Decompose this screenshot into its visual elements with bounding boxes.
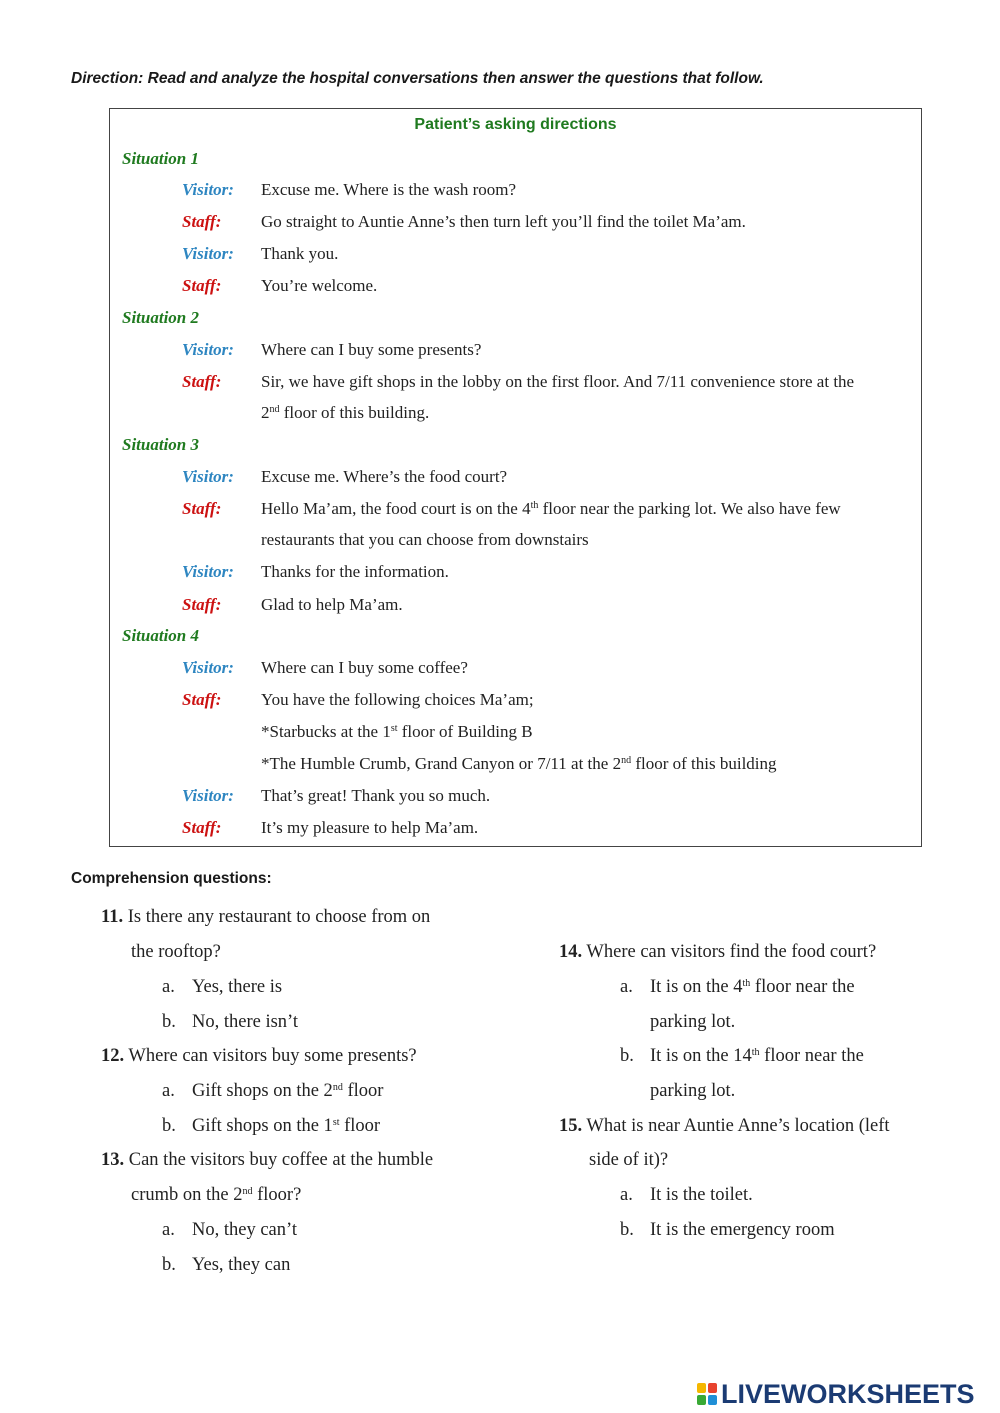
question-15-cont: side of it)? xyxy=(589,1150,669,1170)
situation-3-title: Situation 3 xyxy=(122,435,200,454)
speaker-label: Staff: xyxy=(182,276,222,295)
q13-option-b[interactable]: b. Yes, they can xyxy=(162,1255,291,1275)
question-15: 15. What is near Auntie Anne’s location (left xyxy=(559,1116,890,1136)
q14-option-a[interactable]: a. It is on the 4th floor near the xyxy=(620,977,855,997)
situation-1-title: Situation 1 xyxy=(122,149,200,168)
q14-option-a-cont: parking lot. xyxy=(650,1012,736,1032)
q15-option-a[interactable]: a. It is the toilet. xyxy=(620,1185,753,1205)
comprehension-title: Comprehension questions: xyxy=(71,870,272,887)
speaker-label: Staff: xyxy=(182,212,222,231)
speaker-label: Staff: xyxy=(182,499,222,518)
box-title: Patient’s asking directions xyxy=(414,116,617,133)
direction-text: Direction: Read and analyze the hospital conversations then answer the questions that follow. xyxy=(71,70,764,87)
dialogue-line: You’re welcome. xyxy=(261,276,378,295)
speaker-label: Visitor: xyxy=(182,340,234,359)
q14-option-b-cont: parking lot. xyxy=(650,1081,736,1101)
dialogue-line: Hello Ma’am, the food court is on the 4th floor near the parking lot. We also have few xyxy=(261,499,841,518)
dialogue-line: Thank you. xyxy=(261,244,339,263)
question-11: 11. Is there any restaurant to choose from on xyxy=(101,907,431,927)
q12-option-b[interactable]: b. Gift shops on the 1st floor xyxy=(162,1116,381,1136)
dialogue-line: Thanks for the information. xyxy=(261,562,449,581)
conversation-box xyxy=(109,108,922,847)
dialogue-line: Glad to help Ma’am. xyxy=(261,595,403,614)
speaker-label: Visitor: xyxy=(182,244,234,263)
speaker-label: Staff: xyxy=(182,690,222,709)
q11-option-b[interactable]: b. No, there isn’t xyxy=(162,1012,299,1032)
dialogue-line: *Starbucks at the 1st floor of Building B xyxy=(261,722,533,741)
dialogue-line: That’s great! Thank you so much. xyxy=(261,786,491,805)
question-12: 12. Where can visitors buy some presents? xyxy=(101,1046,417,1066)
situation-4-title: Situation 4 xyxy=(122,626,200,645)
liveworksheets-wordmark: LIVEWORKSHEETS xyxy=(721,1378,975,1409)
dialogue-line: It’s my pleasure to help Ma’am. xyxy=(261,818,479,837)
dialogue-line: Go straight to Auntie Anne’s then turn left you’ll find the toilet Ma’am. xyxy=(261,212,746,231)
q11-option-a[interactable]: a. Yes, there is xyxy=(162,977,283,997)
dialogue-line: Sir, we have gift shops in the lobby on the first floor. And 7/11 convenience store at the xyxy=(261,372,855,391)
dialogue-line: Where can I buy some coffee? xyxy=(261,658,468,677)
speaker-label: Staff: xyxy=(182,372,222,391)
dialogue-line: You have the following choices Ma’am; xyxy=(261,690,534,709)
speaker-label: Visitor: xyxy=(182,180,234,199)
speaker-label: Visitor: xyxy=(182,467,234,486)
q15-option-b[interactable]: b. It is the emergency room xyxy=(620,1220,835,1240)
liveworksheets-logo-icon xyxy=(697,1382,719,1406)
dialogue-line: Excuse me. Where’s the food court? xyxy=(261,467,508,486)
dialogue-line: Excuse me. Where is the wash room? xyxy=(261,180,517,199)
question-13: 13. Can the visitors buy coffee at the humble xyxy=(101,1150,434,1170)
speaker-label: Staff: xyxy=(182,595,222,614)
dialogue-line: *The Humble Crumb, Grand Canyon or 7/11 at the 2nd floor of this building xyxy=(261,754,777,773)
situation-2-title: Situation 2 xyxy=(122,308,200,327)
speaker-label: Visitor: xyxy=(182,658,234,677)
dialogue-line: Where can I buy some presents? xyxy=(261,340,482,359)
speaker-label: Visitor: xyxy=(182,786,234,805)
dialogue-line-cont: 2nd floor of this building. xyxy=(261,403,430,422)
q13-option-a[interactable]: a. No, they can’t xyxy=(162,1220,297,1240)
speaker-label: Visitor: xyxy=(182,562,234,581)
question-11-cont: the rooftop? xyxy=(131,942,221,962)
q14-option-b[interactable]: b. It is on the 14th floor near the xyxy=(620,1046,864,1066)
question-14: 14. Where can visitors find the food court? xyxy=(559,942,877,962)
liveworksheets-logo xyxy=(697,1377,975,1411)
dialogue-line-cont: restaurants that you can choose from downstairs xyxy=(261,530,589,549)
question-13-cont: crumb on the 2nd floor? xyxy=(131,1185,302,1205)
q12-option-a[interactable]: a. Gift shops on the 2nd floor xyxy=(162,1081,384,1101)
speaker-label: Staff: xyxy=(182,818,222,837)
